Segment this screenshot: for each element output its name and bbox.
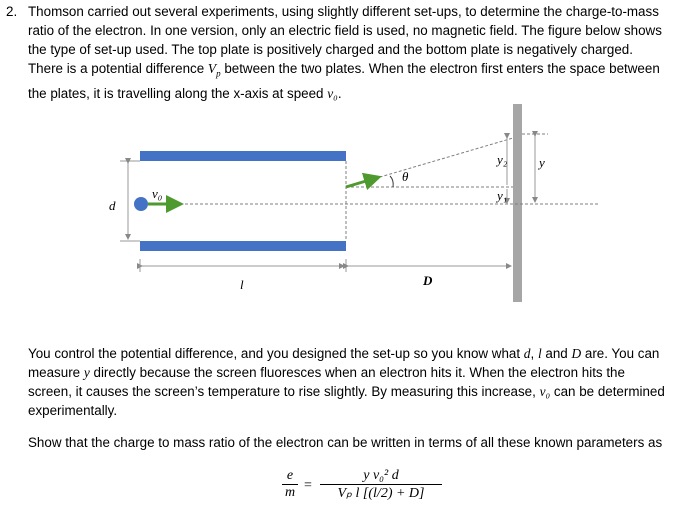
p2-line-3: screen, it causes the screen’s temperature to rise slightly. By measuring this increase, v₀ can be determined	[28, 384, 665, 399]
label-y1: y₁	[497, 188, 508, 203]
formula-lhs-den: m	[284, 485, 296, 500]
label-D: D	[423, 273, 433, 288]
label-v0: v₀	[152, 186, 163, 201]
paragraph-3: Show that the charge to mass ratio of the electron can be written in terms of all these known parameters as	[28, 435, 663, 450]
formula-rhs-den: Vₚ l [(l/2) + D]	[337, 486, 425, 501]
electron	[134, 197, 148, 211]
theta-arc	[390, 176, 393, 187]
formula	[262, 464, 462, 520]
p2-line-2: measure y directly because the screen fluoresces when an electron hits it. When the electron hits the	[28, 365, 625, 380]
var-Vp: $V_p$	[207, 61, 221, 79]
question-line-2: ratio of the electron. In one version, only an electric field is used, no magnetic field. The figure below shows	[28, 23, 662, 38]
question-line-3: the type of set-up used. The top plate is positively charged and the bottom plate is negatively charged.	[28, 42, 633, 57]
top-plate	[140, 151, 346, 161]
question-number: 2.	[6, 4, 18, 19]
exit-velocity-arrow	[346, 178, 376, 187]
label-y2: y₂	[497, 152, 508, 167]
var-v0: v₀	[327, 85, 338, 101]
bottom-plate	[140, 241, 346, 251]
screen	[513, 104, 522, 302]
label-y: y	[539, 155, 545, 170]
label-d: d	[109, 198, 116, 213]
formula-lhs	[282, 468, 298, 501]
formula-rhs	[320, 468, 442, 502]
p2-line-1: You control the potential difference, and you designed the set-up so you know what d, l and D are. You can	[28, 346, 660, 361]
formula-rhs-num: y v₀² d	[363, 468, 399, 483]
paragraph-2	[28, 344, 680, 420]
formula-lhs-num: e	[286, 468, 294, 483]
label-theta: θ	[402, 169, 409, 184]
question-line-5: the plates, it is travelling along the x-axis at speed v₀.	[28, 85, 342, 101]
label-l: l	[240, 277, 244, 292]
question-line-4: There is a potential difference $V_p$ between the two plates. When the electron first enters the space between	[28, 61, 660, 79]
p2-line-4: experimentally.	[28, 403, 118, 418]
question-line-1: Thomson carried out several experiments, using slightly different set-ups, to determine the charge-to-mass	[28, 4, 659, 19]
formula-equals: =	[304, 478, 312, 493]
